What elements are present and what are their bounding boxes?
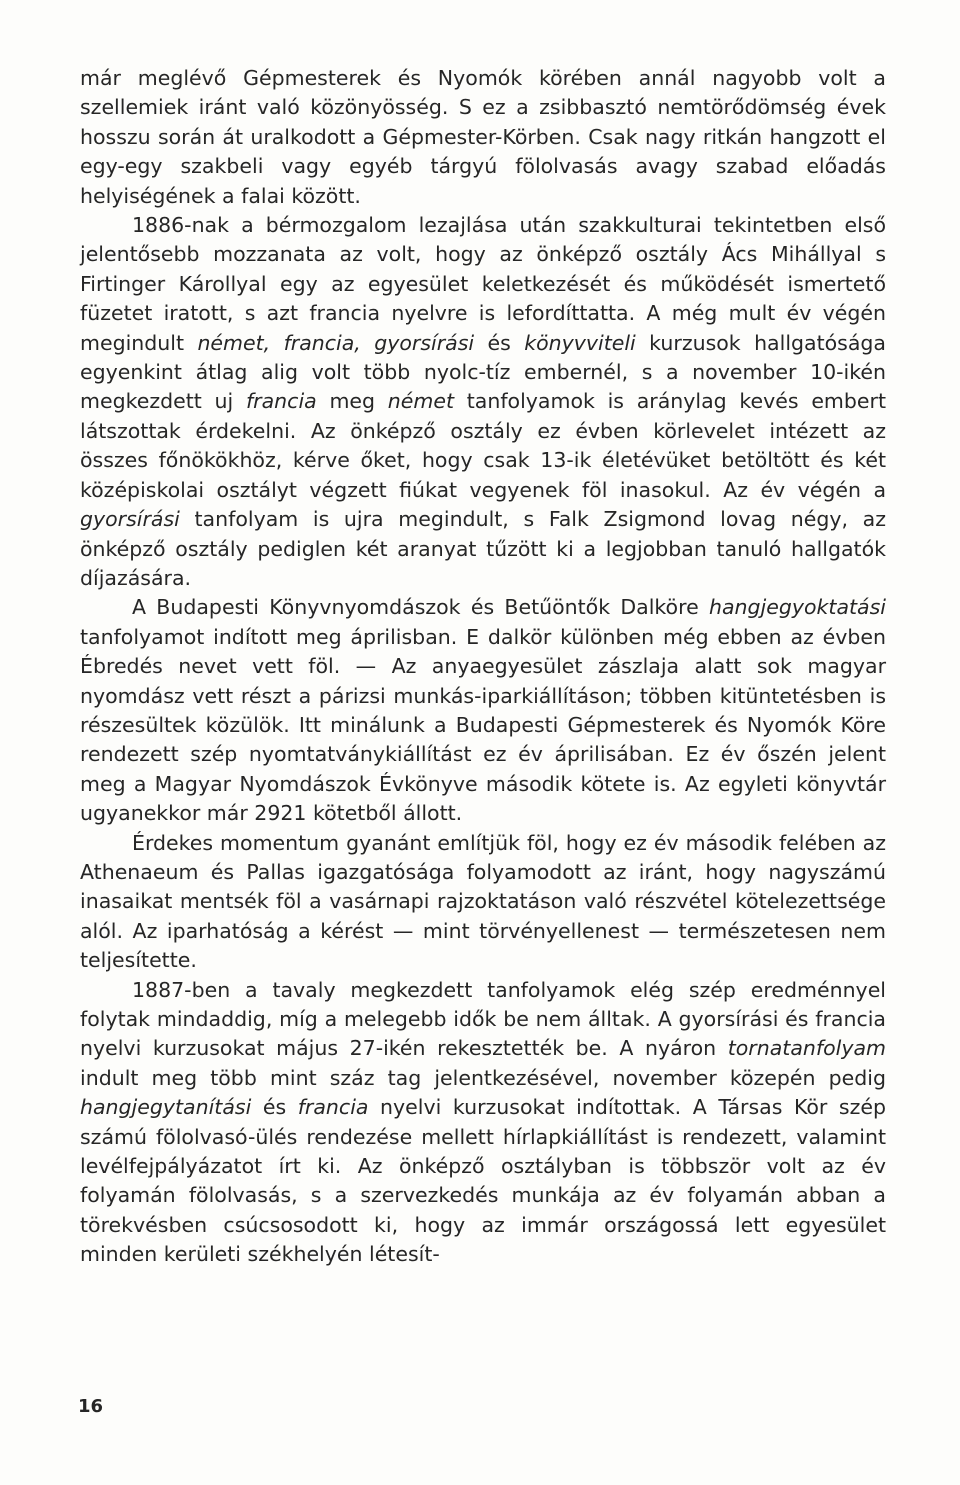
text-run: A Budapesti Könyvnyomdászok és Betűöntők Dalköre bbox=[132, 595, 709, 620]
italic-term: gyorsírási bbox=[80, 507, 180, 532]
text-run: tanfolyamot indított meg áprilisban. E dalkör különben még ebben az évben Ébredés nevet vett föl. — Az anyaegyesület zászlaja alatt sok magyar nyomdász vett részt a párizsi munkás-iparkiállításon; többen kitüntetésben is részesültek közülök. Itt minálunk a Budapesti Gépmesterek és Nyomók Köre rendezett szép nyomtatványkiállítást ez év áprilisában. Ez év őszén jelent meg a Magyar Nyomdászok Évkönyve második kötete is. Az egyleti könyvtár ugyanekkor már 2921 kötetből állott. bbox=[80, 624, 886, 826]
text-run: 1887-ben a tavaly megkezdett tanfolyamok elég szép eredménnyel folytak mindaddig, míg a melegebb idők be nem álltak. A gyorsírási és francia nyelvi kurzusokat május 27-ikén rekesztették be. A nyáron bbox=[80, 977, 886, 1061]
paragraph bbox=[80, 211, 886, 593]
italic-term: német, francia, gyorsírási bbox=[197, 330, 475, 355]
italic-term: hangjegytanítási bbox=[80, 1095, 252, 1120]
italic-term: német bbox=[387, 389, 455, 414]
paragraph bbox=[80, 593, 886, 828]
text-run: és bbox=[251, 1095, 298, 1120]
text-run: tanfolyam is ujra megindult, s Falk Zsigmond lovag négy, az önképző osztály pediglen két aranyat tűzött ki a legjobban tanuló hallgatók díjazására. bbox=[80, 507, 886, 590]
italic-term: hangjegyoktatási bbox=[708, 595, 886, 620]
text-run: meg bbox=[316, 389, 388, 414]
body-text bbox=[80, 64, 886, 1270]
text-run: kurzusok hallgatósága egyenkint átlag alig volt több nyolc-tíz embernél, s a november 10-ikén megkezdett uj bbox=[80, 330, 886, 414]
text-run: nyelvi kurzusokat indítottak. A Társas Kör szép számú fölolvasó-ülés rendezése mellett hírlapkiállítást is rendezett, valamint levélfejpályázatot írt ki. Az önképző osztályban is többször volt az év folyamán fölolvasás, s a szervezkedés munkája az év folyamán abban a törekvésben csúcsosodott ki, hogy az immár országossá lett egyesület minden kerületi székhelyén létesít- bbox=[80, 1095, 886, 1267]
page-number: 16 bbox=[78, 1396, 104, 1417]
italic-term: tornatanfolyam bbox=[727, 1036, 886, 1061]
paragraph bbox=[80, 829, 886, 976]
text-run: már meglévő Gépmesterek és Nyomók körében annál nagyobb volt a szellemiek iránt való közönyösség. S ez a zsibbasztó nemtörődömség évek hosszu során át uralkodott a Gépmester-Körben. Csak nagy ritkán hangzott el egy-egy szakbeli vagy egyéb tárgyú fölolvasás avagy szabad előadás helyiségének a falai között. bbox=[80, 66, 886, 208]
text-run: 1886-nak a bérmozgalom lezajlása után szakkulturai tekintetben első jelentősebb mozzanata az volt, hogy az önképző osztály Ács Mihállyal s Firtinger Károllyal egy az egyesület keletkezését és működését ismertető füzetet iratott, s azt francia nyelvre is lefordíttatta. A még mult év végén megindult bbox=[80, 213, 886, 355]
text-run: és bbox=[474, 330, 525, 355]
italic-term: francia bbox=[297, 1095, 369, 1120]
text-run: Érdekes momentum gyanánt említjük föl, hogy ez év második felében az Athenaeum és Pallas igazgatósága folyamodott az iránt, hogy nagyszámú inasaikat mentsék föl a vasárnapi rajzoktatáson való részvétel kötelezettsége alól. Az iparhatóság a kérést — mint törvényellenest — természetesen nem teljesítette. bbox=[80, 830, 886, 973]
paragraph bbox=[80, 976, 886, 1270]
paragraph bbox=[80, 64, 886, 211]
text-run: indult meg több mint száz tag jelentkezésével, november közepén pedig bbox=[80, 1065, 886, 1090]
italic-term: francia bbox=[245, 389, 317, 414]
text-run: tanfolyamok is aránylag kevés embert látszottak érdekelni. Az önképző osztály ez évben körlevelet intézett az összes főnökökhöz, kérve őket, hogy csak 13-ik életévüket betöltött és két középiskolai osztályt végzett fiúkat vegyenek föl inasokul. Az év végén a bbox=[80, 389, 886, 502]
italic-term: könyvviteli bbox=[524, 330, 636, 355]
